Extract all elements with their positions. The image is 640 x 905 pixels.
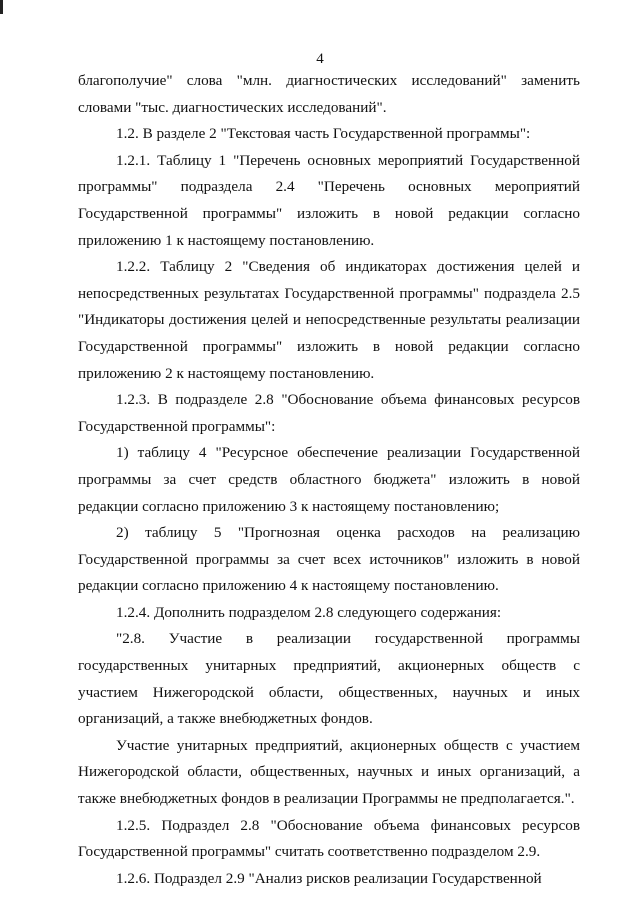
text-line: 2) таблицу 5 "Прогнозная оценка расходов на реализацию	[116, 524, 580, 542]
text-line: 1.2.4. Дополнить подразделом 2.8 следующего содержания:	[116, 603, 502, 621]
text-line: непосредственных результатах Государственной программы" подраздела 2.5	[78, 284, 580, 302]
text-line: Государственной программы за счет всех источников" изложить в новой	[78, 550, 580, 568]
paragraph	[78, 68, 580, 121]
paragraph	[78, 600, 580, 627]
text-line: редакции согласно приложению 3 к настоящему постановлению;	[78, 497, 500, 515]
text-line: программы" подраздела 2.4 "Перечень основных мероприятий	[78, 178, 580, 196]
text-line: Государственной программы" изложить в новой редакции согласно	[78, 337, 580, 355]
text-line: "Индикаторы достижения целей и непосредственные результаты реализации	[78, 311, 580, 329]
text-line: редакции согласно приложению 4 к настоящему постановлению.	[78, 577, 499, 595]
paragraph	[78, 626, 580, 732]
text-line: участием Нижегородской области, общественных, научных и иных	[78, 683, 580, 701]
text-line: государственных унитарных предприятий, акционерных обществ с	[78, 657, 580, 675]
text-line: программы за счет средств областного бюджета" изложить в новой	[78, 470, 580, 488]
text-line: "2.8. Участие в реализации государственной программы	[116, 630, 580, 648]
text-line: Государственной программы" изложить в новой редакции согласно	[78, 204, 580, 222]
paragraph	[78, 440, 580, 520]
text-line: словами "тыс. диагностических исследований".	[78, 98, 387, 116]
text-line: 1.2.6. Подраздел 2.9 "Анализ рисков реализации Государственной	[116, 869, 542, 887]
document-body	[78, 68, 580, 892]
scan-edge-mark	[0, 0, 3, 14]
text-line: Участие унитарных предприятий, акционерных обществ с участием	[116, 736, 580, 754]
text-line: Государственной программы" считать соответственно подразделом 2.9.	[78, 843, 541, 861]
text-line: приложению 2 к настоящему постановлению.	[78, 364, 375, 382]
text-line: 1) таблицу 4 "Ресурсное обеспечение реализации Государственной	[116, 444, 580, 462]
text-line: 1.2.2. Таблицу 2 "Сведения об индикаторах достижения целей и	[116, 258, 580, 276]
paragraph	[78, 813, 580, 866]
paragraph	[78, 254, 580, 387]
paragraph	[78, 387, 580, 440]
text-line: организаций, а также внебюджетных фондов.	[78, 710, 373, 728]
text-line: Государственной программы":	[78, 417, 276, 435]
text-line: Нижегородской области, общественных, научных и иных организаций, а	[78, 763, 580, 781]
paragraph	[78, 520, 580, 600]
text-line: также внебюджетных фондов в реализации Программы не предполагается.".	[78, 790, 575, 808]
paragraph	[78, 121, 580, 148]
paragraph	[78, 733, 580, 813]
paragraph	[78, 866, 580, 893]
page-number: 4	[316, 51, 324, 67]
text-line: приложению 1 к настоящему постановлению.	[78, 231, 375, 249]
paragraph	[78, 148, 580, 254]
text-line: благополучие" слова "млн. диагностических исследований" заменить	[78, 72, 580, 89]
text-line: 1.2.5. Подраздел 2.8 "Обоснование объема финансовых ресурсов	[116, 816, 580, 834]
text-line: 1.2. В разделе 2 "Текстовая часть Государственной программы":	[116, 125, 531, 143]
text-line: 1.2.1. Таблицу 1 "Перечень основных мероприятий Государственной	[116, 151, 580, 169]
text-line: 1.2.3. В подразделе 2.8 "Обоснование объема финансовых ресурсов	[116, 391, 580, 409]
